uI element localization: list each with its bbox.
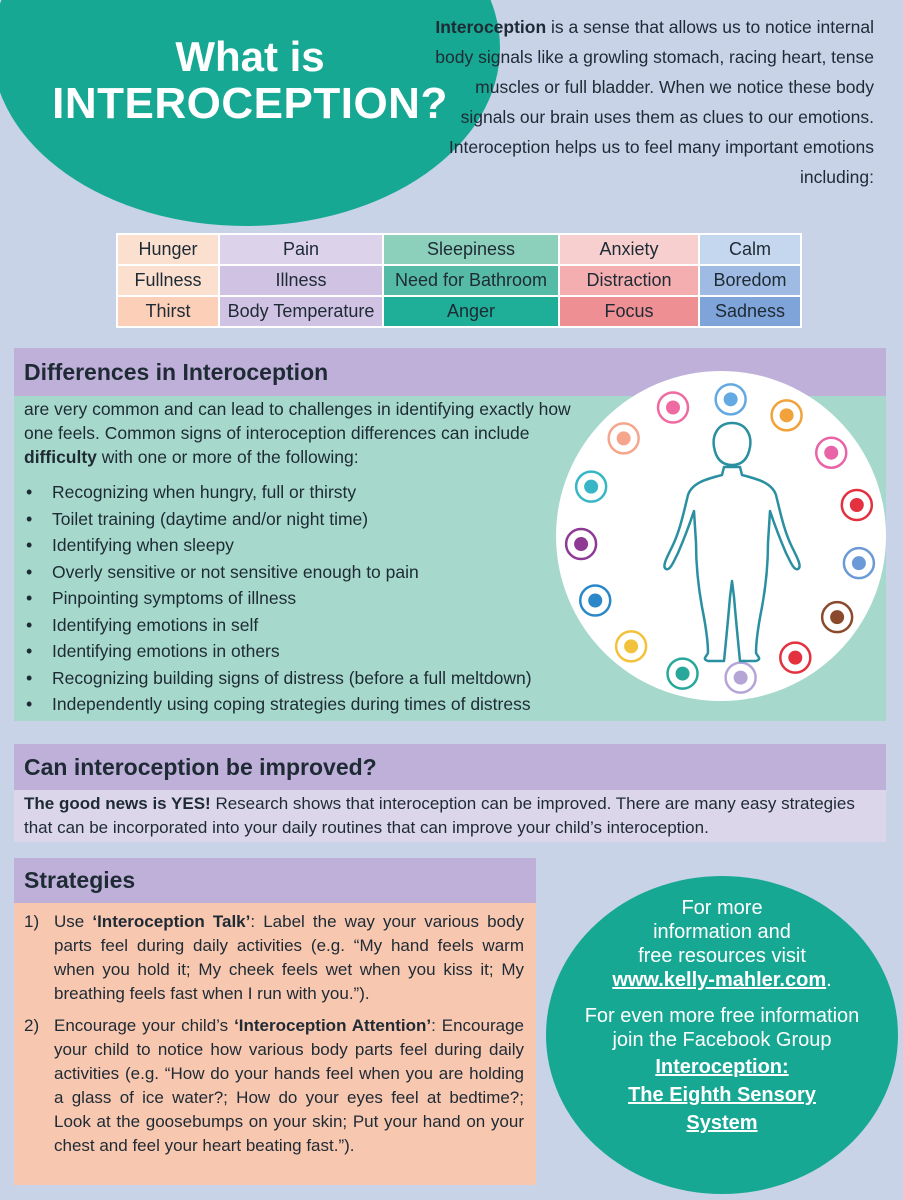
facebook-group-link[interactable]: The Eighth Sensory xyxy=(628,1084,816,1106)
list-item: • Recognizing building signs of distress (before a full meltdown) xyxy=(24,665,604,692)
list-item: • Toilet training (daytime and/or night time) xyxy=(24,506,604,533)
strategy-bold: ‘Interoception Talk’ xyxy=(92,912,251,931)
page-title xyxy=(40,34,460,129)
ear-icon-glyph xyxy=(734,671,748,685)
lungs-icon-glyph xyxy=(676,667,690,681)
differences-intro-bold: difficulty xyxy=(24,447,97,467)
improve-heading-text: Can interoception be improved? xyxy=(24,753,377,780)
emotion-cell: Thirst xyxy=(117,296,219,327)
body-diagram xyxy=(556,371,886,701)
bladder-icon-glyph xyxy=(666,400,680,414)
nose-icon-glyph xyxy=(624,639,638,653)
strategy-pre: Use xyxy=(54,912,93,931)
throat-icon-glyph xyxy=(584,480,598,494)
title-line-1: What is xyxy=(175,33,325,80)
strategy-pre: Encourage your child’s xyxy=(54,1016,235,1035)
tongue-icon-glyph xyxy=(574,537,588,551)
strategy-item-1 xyxy=(24,910,524,1006)
emotion-cell: Sadness xyxy=(699,296,801,327)
kidney-icon-glyph xyxy=(724,392,738,406)
foot-icon-glyph xyxy=(780,408,794,422)
improve-heading xyxy=(14,744,886,790)
heart-icon-glyph xyxy=(788,651,802,665)
strategy-post: : Label the way your various body parts feel during daily activities (e.g. “My hand feels warm when you hold it; My cheek feels wet when you kiss it; My breathing feels fast when I run with you.”). xyxy=(54,912,524,1003)
body-diagram-svg xyxy=(556,371,886,701)
facebook-group-link[interactable]: Interoception: xyxy=(655,1056,789,1078)
title-line-2: INTEROCEPTION? xyxy=(52,79,448,129)
emotion-cell: Anger xyxy=(383,296,559,327)
stomach-icon-glyph xyxy=(824,446,838,460)
emotion-cell: Sleepiness xyxy=(383,234,559,265)
list-item: • Overly sensitive or not sensitive enough to pain xyxy=(24,559,604,586)
list-item: • Identifying when sleepy xyxy=(24,532,604,559)
strategy-text xyxy=(54,1014,524,1158)
list-item: • Independently using coping strategies during times of distress xyxy=(24,691,604,718)
emotions-row xyxy=(117,234,801,265)
list-item: • Identifying emotions in self xyxy=(24,612,604,639)
emotion-cell: Need for Bathroom xyxy=(383,265,559,296)
muscle-icon-glyph xyxy=(588,593,602,607)
emotions-table xyxy=(116,233,802,328)
list-item: • Recognizing when hungry, full or thirsty xyxy=(24,479,604,506)
emotion-cell: Fullness xyxy=(117,265,219,296)
emotion-cell: Anxiety xyxy=(559,234,699,265)
emotions-row xyxy=(117,296,801,327)
list-item: • Identifying emotions in others xyxy=(24,638,604,665)
differences-heading-text: Differences in Interoception xyxy=(24,358,329,385)
strategy-text xyxy=(54,910,524,1006)
info-line: For more xyxy=(681,897,763,919)
strategy-number: 2) xyxy=(24,1016,40,1035)
emotion-cell: Body Temperature xyxy=(219,296,383,327)
emotion-cell: Illness xyxy=(219,265,383,296)
eyes-icon-glyph xyxy=(830,610,844,624)
differences-list xyxy=(24,479,604,718)
info-line: information and xyxy=(653,921,791,943)
emotions-row xyxy=(117,265,801,296)
strategy-number: 1) xyxy=(24,912,40,931)
differences-intro xyxy=(24,397,604,469)
emotion-cell: Focus xyxy=(559,296,699,327)
info-line: free resources visit xyxy=(638,945,806,967)
info-line: For even more free information xyxy=(584,1005,860,1027)
strategy-item-2 xyxy=(24,1014,524,1158)
emotion-cell: Boredom xyxy=(699,265,801,296)
human-body-outline-icon xyxy=(664,423,799,661)
improve-paragraph xyxy=(24,792,884,840)
facebook-group-link[interactable]: System xyxy=(686,1112,758,1134)
emotion-cell: Distraction xyxy=(559,265,699,296)
brain-icon-glyph xyxy=(852,556,866,570)
differences-intro-text: are very common and can lead to challenges in identifying exactly how one feels. Common signs of interoception differences can include xyxy=(24,399,571,443)
info-line: join the Facebook Group xyxy=(612,1029,832,1051)
list-item: • Pinpointing symptoms of illness xyxy=(24,585,604,612)
skin-icon-glyph xyxy=(617,431,631,445)
strategies-heading xyxy=(14,858,536,903)
strategy-bold: ‘Interoception Attention’ xyxy=(234,1016,432,1035)
improve-text: Research shows that interoception can be improved. There are many easy strategies that can be incorporated into your daily routines that can improve your child’s interoception. xyxy=(24,794,855,837)
strategy-post: : Encourage your child to notice how various body parts feel during daily activities (e.g. “How do your hands feel when you are holding a glass of ice water?; How do your eyes feel at bedtime?; Look at the goosebumps on your skin; Put your hand on your chest and feel your heart beating fast.”). xyxy=(54,1016,524,1155)
link-suffix: . xyxy=(826,969,832,991)
improve-bold: The good news is YES! xyxy=(24,794,211,813)
intro-term: Interoception xyxy=(435,17,547,37)
differences-intro-tail: with one or more of the following: xyxy=(96,447,359,467)
mouth-icon-glyph xyxy=(850,498,864,512)
emotion-cell: Pain xyxy=(219,234,383,265)
emotion-cell: Hunger xyxy=(117,234,219,265)
info-circle xyxy=(546,876,898,1194)
intro-text: is a sense that allows us to notice internal body signals like a growling stomach, racing heart, tense muscles or full bladder. When we notice these body signals our brain uses them as clues to our emotions. Interoception helps us to feel many important emotions including: xyxy=(435,17,874,187)
strategies-heading-text: Strategies xyxy=(24,867,136,893)
website-link[interactable]: www.kelly-mahler.com xyxy=(612,969,827,991)
emotion-cell: Calm xyxy=(699,234,801,265)
intro-paragraph xyxy=(430,12,874,192)
